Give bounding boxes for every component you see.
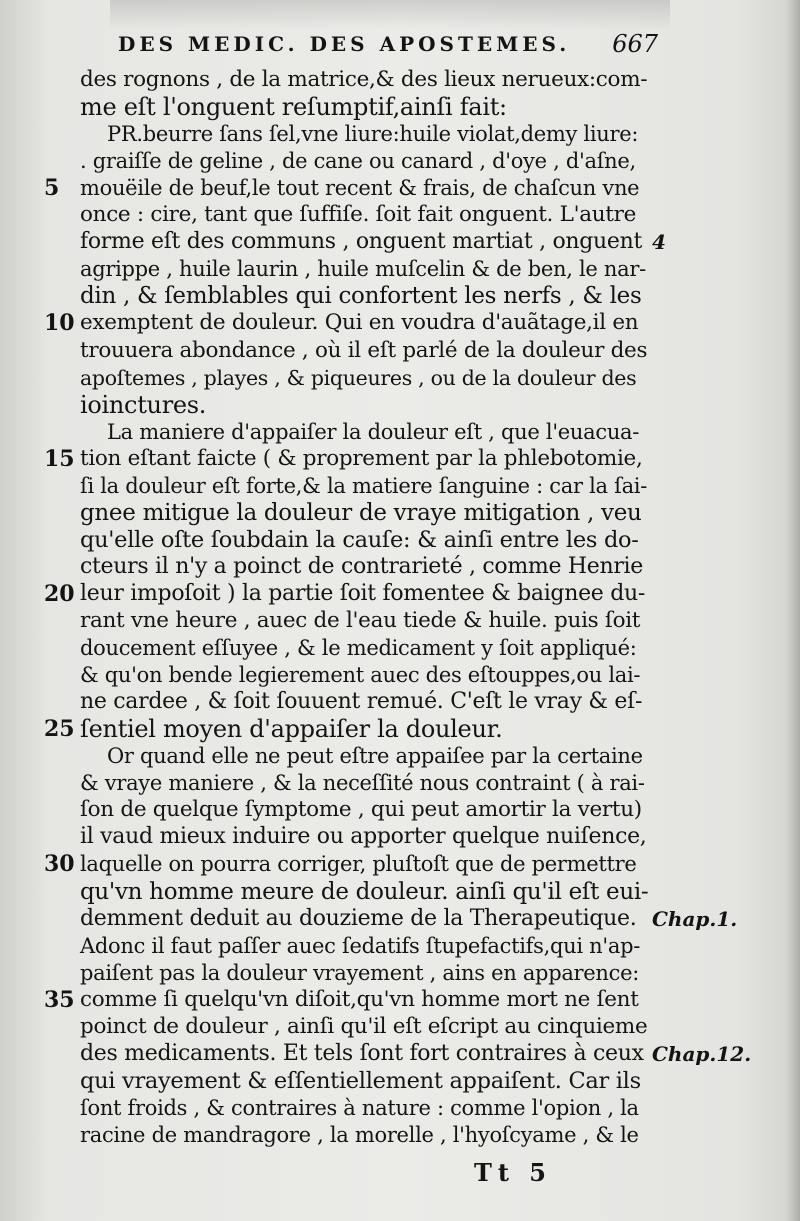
text-line: paiſent pas la douleur vrayement , ains en apparence: <box>80 961 640 985</box>
text-line: doucement eſſuyee , & le medicament y ſoit appliqué: <box>80 636 637 660</box>
text-line: ſont froids , & contraires à nature : comme l'opion , la <box>80 1096 639 1120</box>
text-line: qui vrayement & eſſentiellement appaiſent. Car ils <box>80 1068 641 1094</box>
text-line: leur impoſoit ) la partie ſoit fomentee & baignee du- <box>80 581 645 606</box>
text-line: demment deduit au douzieme de la Therapeutique. <box>80 906 637 931</box>
text-line: cteurs il n'y a poinct de contrarieté , comme Henrie <box>80 554 644 579</box>
line-number: 35 <box>44 987 75 1013</box>
line-number: 5 <box>44 175 60 201</box>
text-line: & qu'on bende legierement auec des eſtouppes,ou lai- <box>80 663 641 687</box>
text-line: des rognons , de la matrice,& des lieux nerueux:com- <box>80 67 648 92</box>
text-line: Adonc il faut paſſer auec ſedatifs ſtupefactifs,qui n'ap- <box>80 934 641 958</box>
text-line: comme ſi quelqu'vn diſoit,qu'vn homme mort ne ſent <box>80 987 639 1012</box>
text-line: once : cire, tant que ſuffiſe. ſoit fait onguent. L'autre <box>80 202 636 227</box>
text-line: il vaud mieux induire ou apporter quelque nuiſence, <box>80 824 647 849</box>
line-number: 15 <box>44 446 75 472</box>
text-line: racine de mandragore , la morelle , l'hyoſcyame , & le <box>80 1123 639 1147</box>
line-number: 20 <box>44 581 75 607</box>
bleed-through-shadow <box>110 0 670 30</box>
page-number: 667 <box>612 30 658 58</box>
line-number: 10 <box>44 310 75 336</box>
text-line: poinct de douleur , ainſi qu'il eſt eſcript au cinquieme <box>80 1014 648 1039</box>
text-line: ſon de quelque ſymptome , qui peut amortir la vertu) <box>80 797 642 822</box>
signature-mark: Tt 5 <box>474 1158 552 1187</box>
text-line: La maniere d'appaiſer la douleur eſt , que l'euacua- <box>107 420 640 444</box>
text-line: ne cardee , & ſoit ſouuent remué. C'eſt le vray & eſ- <box>80 689 643 714</box>
text-line: agrippe , huile laurin , huile muſcelin & de ben, le nar- <box>80 257 646 281</box>
page-edge-shadow <box>786 0 800 1221</box>
text-line: mouëile de beuf,le tout recent & frais, de chaſcun vne <box>80 176 640 200</box>
line-number: 25 <box>44 716 75 742</box>
text-line: PR.beurre ſans ſel,vne liure:huile violat,demy liure: <box>107 122 639 146</box>
text-line: Or quand elle ne peut eſtre appaiſee par la certaine <box>107 744 643 768</box>
text-line: qu'vn homme meure de douleur. ainſi qu'il eſt eui- <box>80 879 649 905</box>
running-head <box>118 32 658 62</box>
text-line: & vraye maniere , & la neceſſité nous contraint ( à rai- <box>80 771 645 795</box>
margin-note: Chap.1. <box>652 907 738 931</box>
text-line: ſi la douleur eſt forte,& la matiere ſanguine : car la ſai- <box>80 474 648 498</box>
text-line: tion eſtant faicte ( & proprement par la phlebotomie, <box>80 446 643 471</box>
text-line: ſentiel moyen d'appaiſer la douleur. <box>80 715 503 743</box>
text-line: laquelle on pourra corriger, pluſtoſt que de permettre <box>80 852 637 876</box>
text-line: exemptent de douleur. Qui en voudra d'auãtage,il en <box>80 310 639 335</box>
text-line: gnee mitigue la douleur de vraye mitigation , veu <box>80 500 642 526</box>
line-number: 30 <box>44 851 75 877</box>
text-line: rant vne heure , auec de l'eau tiede & huile. puis ſoit <box>80 608 641 633</box>
text-line: me eſt l'onguent reſumptif,ainſi fait: <box>80 93 507 121</box>
margin-note: Chap.12. <box>652 1042 752 1066</box>
text-line: forme eſt des communs , onguent martiat , onguent <box>80 229 643 254</box>
text-line: apoſtemes , playes , & piqueures , ou de la douleur des <box>80 366 637 390</box>
text-line: trouuera abondance , où il eſt parlé de la douleur des <box>80 338 648 363</box>
text-line: . graiſſe de geline , de cane ou canard , d'oye , d'aſne, <box>80 149 636 173</box>
text-line: qu'elle oſte ſoubdain la cauſe: & ainſi entre les do- <box>80 527 639 553</box>
text-line: des medicaments. Et tels ſont fort contraires à ceux <box>80 1041 644 1066</box>
margin-note: 4 <box>652 230 666 254</box>
running-head-title: DES MEDIC. DES APOSTEMES. <box>118 32 571 56</box>
text-line: din , & ſemblables qui confortent les nerfs , & les <box>80 283 642 309</box>
text-line: ioinctures. <box>80 391 207 419</box>
